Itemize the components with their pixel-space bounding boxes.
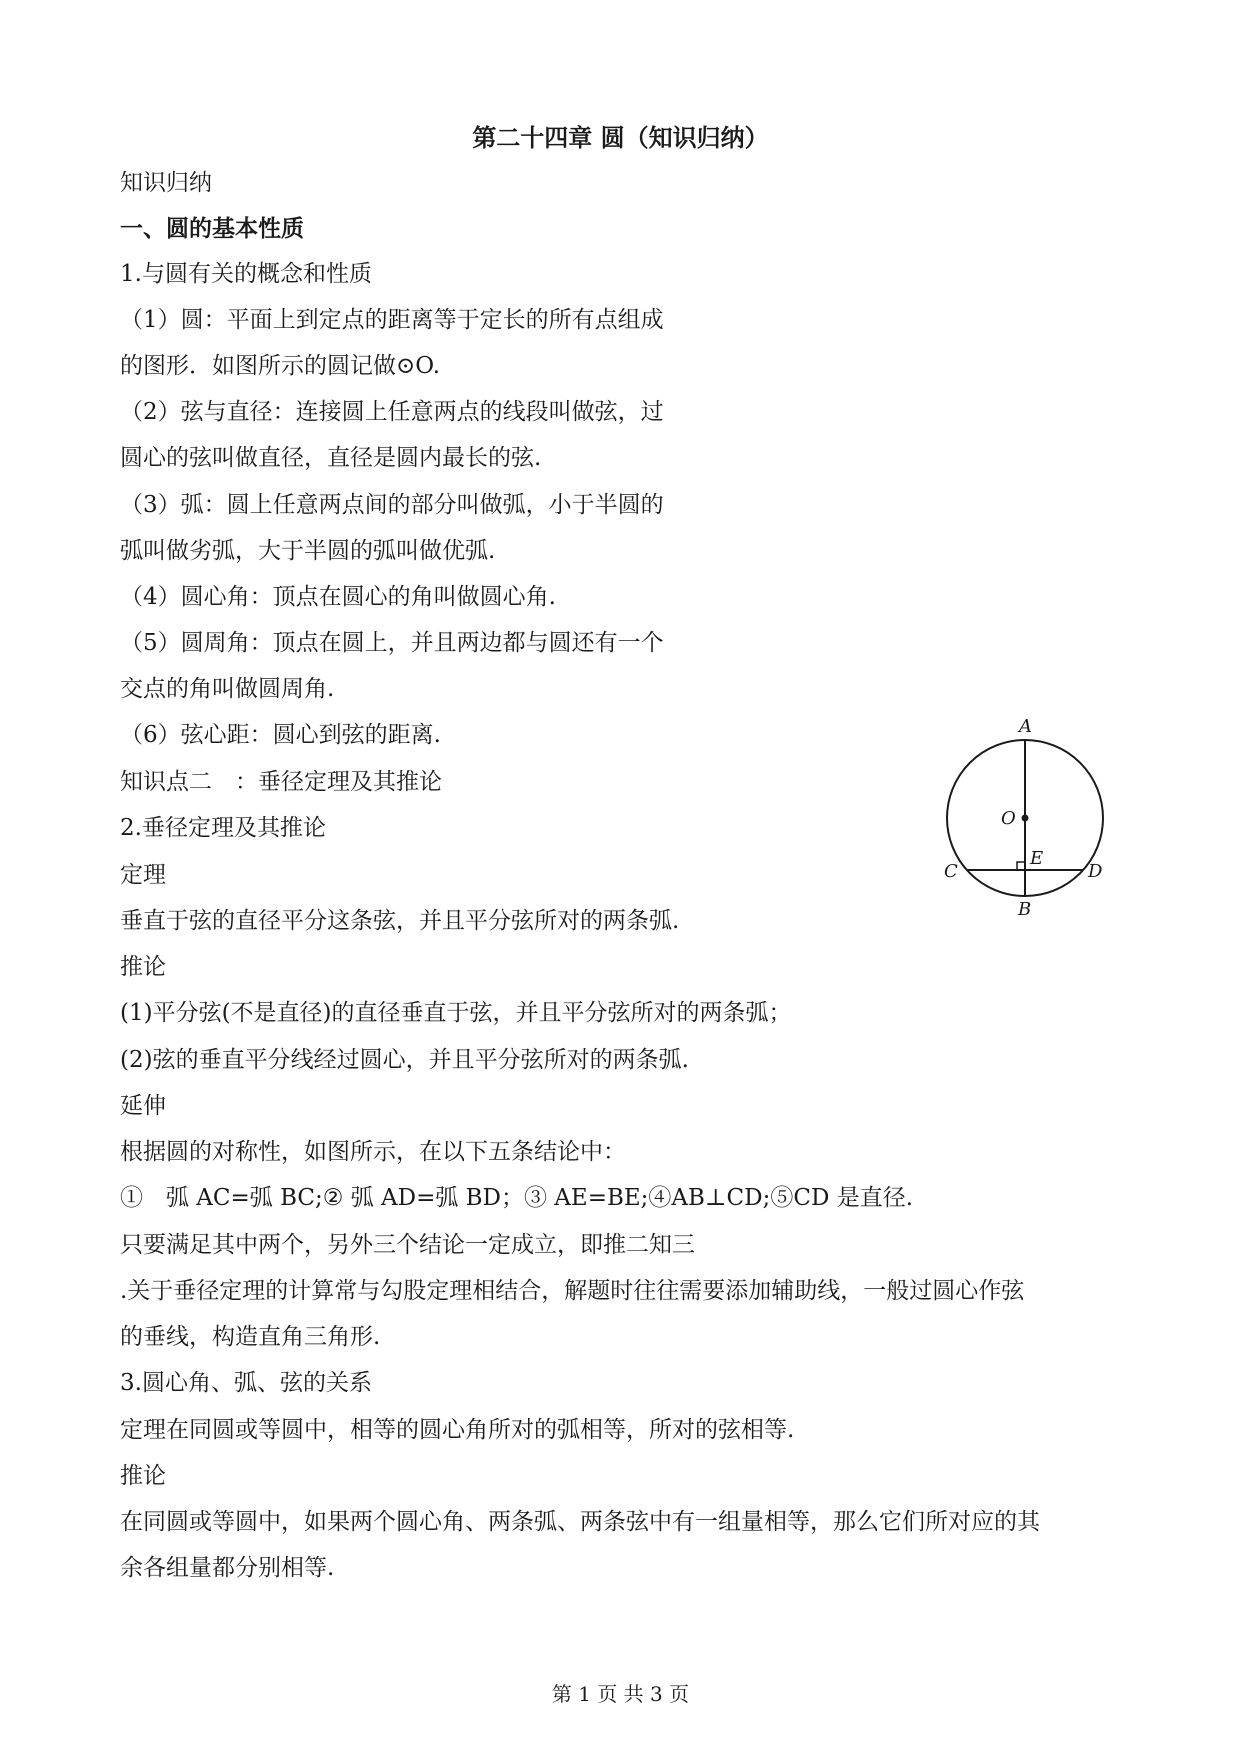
text-line: 只要满足其中两个，另外三个结论一定成立，即推二知三 — [120, 1232, 695, 1258]
label-theorem: 定理 — [120, 862, 166, 888]
label-d: D — [1088, 861, 1103, 882]
circle-diagram — [930, 712, 1130, 922]
label-c: C — [944, 861, 958, 882]
label-b: B — [1018, 899, 1032, 920]
subheading-knowledge-point-2: 知识点二 ：垂径定理及其推论 — [120, 769, 442, 795]
text-line: 定理在同圆或等圆中，相等的圆心角所对的弧相等，所对的弦相等. — [120, 1417, 795, 1443]
label-o: O — [1001, 808, 1016, 829]
label-extension: 延伸 — [120, 1093, 166, 1119]
label-a: A — [1019, 716, 1032, 737]
text-line: （1）圆：平面上到定点的距离等于定长的所有点组成 — [120, 307, 664, 333]
subheading-central-angle: 3.圆心角、弧、弦的关系 — [120, 1370, 372, 1396]
label-corollary: 推论 — [120, 1463, 166, 1489]
text-line: 的图形．如图所示的圆记做⊙O. — [120, 353, 441, 379]
label-corollary: 推论 — [120, 954, 166, 980]
text-line: 余各组量都分别相等. — [120, 1555, 335, 1581]
text-line: 弧叫做劣弧，大于半圆的弧叫做优弧. — [120, 538, 496, 564]
text-line: 圆心的弦叫做直径，直径是圆内最长的弦. — [120, 445, 542, 471]
page-footer: 第 1 页 共 3 页 — [551, 1682, 690, 1706]
text-line: （5）圆周角：顶点在圆上，并且两边都与圆还有一个 — [120, 630, 664, 656]
text-line: （2）弦与直径：连接圆上任意两点的线段叫做弦，过 — [120, 399, 664, 425]
center-point — [1022, 815, 1029, 822]
text-line: 的垂线，构造直角三角形. — [120, 1324, 381, 1350]
conclusions-list: ① 弧 AC=弧 BC;② 弧 AD=弧 BD；③ AE=BE;④AB⊥CD;⑤CD 是直径. — [120, 1185, 914, 1211]
section-heading: 知识归纳 — [120, 170, 212, 196]
subheading-concepts: 1.与圆有关的概念和性质 — [120, 261, 372, 287]
text-line: （4）圆心角：顶点在圆心的角叫做圆心角. — [120, 584, 556, 610]
page-title: 第二十四章 圆（知识归纳） — [472, 123, 769, 152]
text-line: .关于垂径定理的计算常与勾股定理相结合，解题时往往需要添加辅助线，一般过圆心作弦 — [120, 1278, 1025, 1304]
text-line: 在同圆或等圆中，如果两个圆心角、两条弧、两条弦中有一组量相等，那么它们所对应的其 — [120, 1509, 1040, 1535]
text-line: （3）弧：圆上任意两点间的部分叫做弧，小于半圆的 — [120, 492, 664, 518]
text-line: (2)弦的垂直平分线经过圆心，并且平分弦所对的两条弧. — [120, 1047, 689, 1073]
text-line: (1)平分弦(不是直径)的直径垂直于弦，并且平分弦所对的两条弧； — [120, 1000, 792, 1026]
text-line: （6）弦心距：圆心到弦的距离. — [120, 722, 441, 748]
right-angle-mark — [1017, 862, 1025, 870]
text-line: 根据圆的对称性，如图所示，在以下五条结论中： — [120, 1139, 626, 1165]
label-e: E — [1030, 848, 1044, 869]
text-line: 交点的角叫做圆周角. — [120, 676, 335, 702]
subheading-perpendicular-diameter: 2.垂径定理及其推论 — [120, 815, 326, 841]
text-line: 垂直于弦的直径平分这条弦，并且平分弦所对的两条弧. — [120, 908, 680, 934]
section-heading-1: 一、圆的基本性质 — [120, 215, 304, 242]
